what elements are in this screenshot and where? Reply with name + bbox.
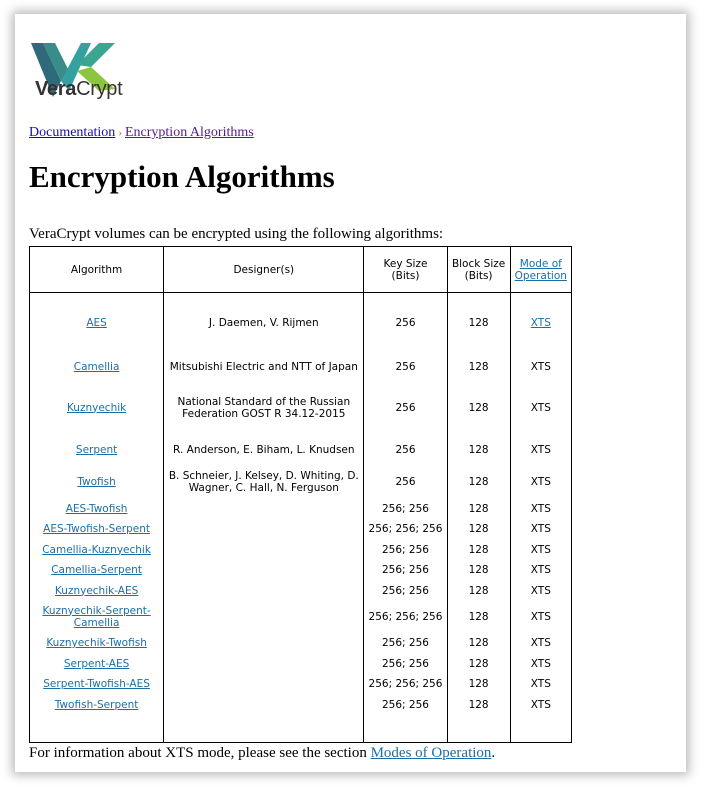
cell-key-size: 256 (364, 381, 447, 435)
cell-algorithm (30, 695, 164, 715)
xts-mode-link[interactable]: XTS (530, 316, 551, 329)
table-row (30, 560, 572, 581)
algorithm-link[interactable]: Serpent-Twofish-AES (43, 678, 150, 690)
cell-block-size: 128 (447, 633, 510, 654)
header-key-size: Key Size (Bits) (364, 247, 447, 293)
table-row (30, 601, 572, 633)
cell-key-size: 256; 256 (364, 633, 447, 654)
cell-designers (164, 540, 364, 560)
header-block-size: Block Size (Bits) (447, 247, 510, 293)
cell-block-size: 128 (447, 695, 510, 715)
algorithm-link[interactable]: AES-Twofish-Serpent (43, 523, 151, 535)
cell-algorithm (30, 293, 164, 353)
cell-block-size: 128 (447, 381, 510, 435)
breadcrumb-current-link[interactable]: Encryption Algorithms (124, 125, 254, 140)
table-row (30, 540, 572, 560)
cell-mode: XTS (510, 465, 571, 499)
table-row (30, 353, 572, 381)
breadcrumb (29, 125, 254, 141)
table-row (30, 293, 572, 353)
algorithm-link[interactable]: AES-Twofish (65, 502, 128, 515)
cell-mode: XTS (510, 560, 571, 581)
table-body (30, 293, 572, 743)
cell-block-size: 128 (447, 601, 510, 633)
table-row (30, 435, 572, 465)
cell-mode: XTS (510, 633, 571, 654)
table-row (30, 581, 572, 601)
cell-algorithm (30, 465, 164, 499)
cell-key-size: 256 (364, 293, 447, 353)
cell-algorithm (30, 519, 164, 540)
cell-block-size: 128 (447, 465, 510, 499)
table-spacer-row (30, 715, 572, 743)
cell-designers: J. Daemen, V. Rijmen (164, 293, 364, 353)
empty-cell (510, 715, 571, 743)
cell-mode: XTS (510, 581, 571, 601)
cell-key-size: 256; 256 (364, 581, 447, 601)
cell-algorithm (30, 435, 164, 465)
cell-key-size: 256 (364, 435, 447, 465)
cell-key-size: 256; 256 (364, 540, 447, 560)
cell-algorithm (30, 633, 164, 654)
cell-designers: R. Anderson, E. Biham, L. Knudsen (164, 435, 364, 465)
cell-designers (164, 695, 364, 715)
cell-mode: XTS (510, 540, 571, 560)
cell-mode: XTS (510, 695, 571, 715)
empty-cell (447, 715, 510, 743)
algorithm-link[interactable]: Camellia (73, 360, 120, 373)
cell-designers (164, 581, 364, 601)
cell-mode: XTS (510, 353, 571, 381)
cell-mode: XTS (510, 674, 571, 695)
cell-block-size: 128 (447, 353, 510, 381)
cell-designers (164, 519, 364, 540)
table-row (30, 381, 572, 435)
cell-block-size: 128 (447, 519, 510, 540)
breadcrumb-documentation-link[interactable]: Documentation (29, 125, 116, 140)
cell-designers: Mitsubishi Electric and NTT of Japan (164, 353, 364, 381)
cell-algorithm (30, 674, 164, 695)
cell-key-size: 256; 256 (364, 560, 447, 581)
cell-algorithm (30, 654, 164, 674)
table-row (30, 654, 572, 674)
logo-wordmark: VeraCrypt (35, 78, 123, 100)
veracrypt-logo (29, 26, 129, 116)
cell-block-size: 128 (447, 435, 510, 465)
algorithm-link[interactable]: Serpent-AES (63, 657, 130, 670)
cell-mode (510, 293, 571, 353)
algorithm-link[interactable]: Kuznyechik-AES (54, 584, 139, 597)
cell-designers (164, 601, 364, 633)
mode-of-operation-link[interactable]: Mode of Operation (514, 257, 567, 282)
cell-algorithm (30, 601, 164, 633)
cell-algorithm (30, 540, 164, 560)
cell-block-size: 128 (447, 499, 510, 519)
intro-text: VeraCrypt volumes can be encrypted using the following algorithms: (29, 226, 444, 242)
algorithm-link[interactable]: Kuznyechik (66, 401, 127, 414)
cell-mode: XTS (510, 654, 571, 674)
table-header-row (30, 247, 572, 293)
cell-mode: XTS (510, 381, 571, 435)
algorithm-link[interactable]: Serpent (75, 443, 118, 456)
cell-key-size: 256; 256; 256 (364, 674, 447, 695)
cell-designers: National Standard of the Russian Federation GOST R 34.12-2015 (164, 381, 364, 435)
footer-text: For information about XTS mode, please see the section Modes of Operation. (29, 745, 496, 761)
document-page (15, 14, 686, 772)
cell-key-size: 256 (364, 353, 447, 381)
empty-cell (364, 715, 447, 743)
cell-designers (164, 633, 364, 654)
cell-algorithm (30, 353, 164, 381)
breadcrumb-separator: › (118, 127, 122, 139)
cell-block-size: 128 (447, 540, 510, 560)
cell-designers (164, 674, 364, 695)
algorithm-link[interactable]: Camellia-Kuznyechik (42, 543, 151, 556)
cell-mode: XTS (510, 519, 571, 540)
algorithm-link[interactable]: Camellia-Serpent (51, 564, 142, 576)
cell-algorithm (30, 581, 164, 601)
cell-key-size: 256; 256 (364, 499, 447, 519)
table-row (30, 674, 572, 695)
cell-algorithm (30, 499, 164, 519)
header-algorithm: Algorithm (30, 247, 164, 293)
cell-key-size: 256; 256 (364, 654, 447, 674)
cell-key-size: 256; 256; 256 (364, 519, 447, 540)
cell-algorithm (30, 381, 164, 435)
page-title: Encryption Algorithms (29, 159, 335, 194)
algorithm-link[interactable]: AES (86, 316, 107, 329)
algorithm-link[interactable]: Twofish-Serpent (54, 698, 139, 711)
table-row (30, 499, 572, 519)
cell-designers (164, 654, 364, 674)
cell-designers (164, 560, 364, 581)
header-mode (510, 247, 571, 293)
cell-key-size: 256 (364, 465, 447, 499)
cell-block-size: 128 (447, 293, 510, 353)
cell-key-size: 256; 256; 256 (364, 601, 447, 633)
cell-designers: B. Schneier, J. Kelsey, D. Whiting, D. Wagner, C. Hall, N. Ferguson (164, 465, 364, 499)
cell-mode: XTS (510, 435, 571, 465)
cell-block-size: 128 (447, 560, 510, 581)
cell-algorithm (30, 560, 164, 581)
cell-key-size: 256; 256 (364, 695, 447, 715)
table-row (30, 465, 572, 499)
cell-designers (164, 499, 364, 519)
algorithm-link[interactable]: Kuznyechik-Twofish (46, 637, 147, 649)
empty-cell (164, 715, 364, 743)
cell-block-size: 128 (447, 674, 510, 695)
cell-block-size: 128 (447, 654, 510, 674)
cell-block-size: 128 (447, 581, 510, 601)
algorithms-table (29, 246, 572, 743)
cell-mode: XTS (510, 601, 571, 633)
header-designers: Designer(s) (164, 247, 364, 293)
algorithm-link[interactable]: Twofish (77, 475, 116, 488)
table-row (30, 695, 572, 715)
algorithm-link[interactable]: Kuznyechik-Serpent-Camellia (42, 604, 151, 629)
empty-cell (30, 715, 164, 743)
cell-mode: XTS (510, 499, 571, 519)
table-row (30, 633, 572, 654)
table-row (30, 519, 572, 540)
modes-of-operation-link[interactable]: Modes of Operation (370, 745, 492, 761)
